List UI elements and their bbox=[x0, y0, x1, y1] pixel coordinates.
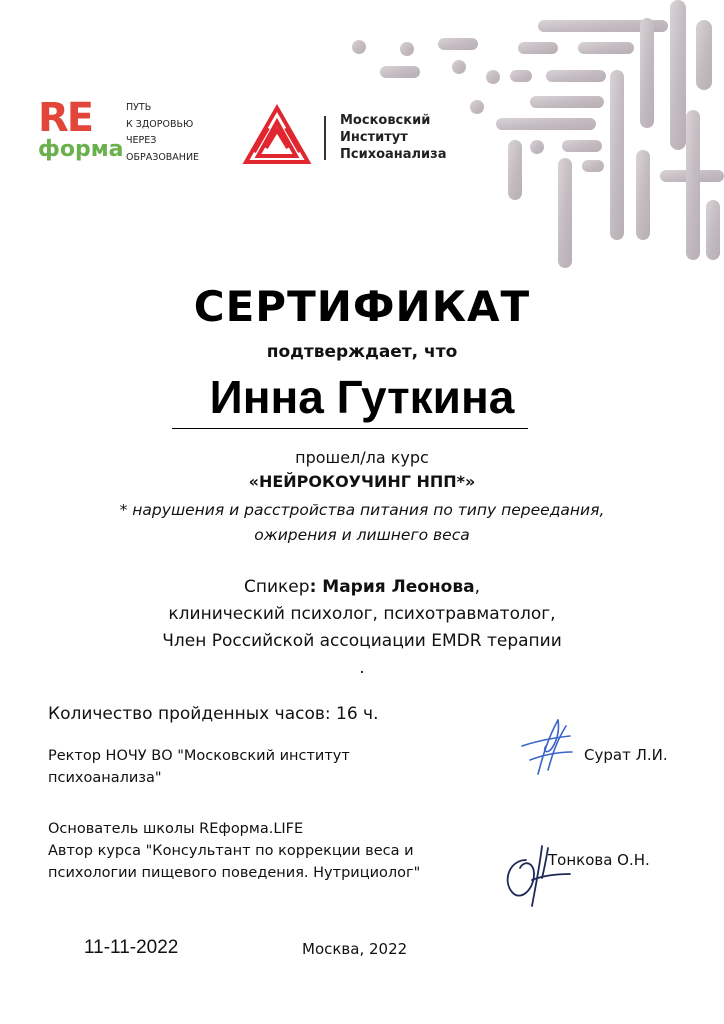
founder-title bbox=[48, 818, 468, 884]
speaker-credentials: клинический психолог, психотравматолог, bbox=[168, 604, 556, 624]
speaker-name: : Мария Леонова bbox=[309, 577, 475, 597]
founder-name: Тонкова О.Н. bbox=[548, 851, 650, 869]
recipient-name: Инна Гуткина bbox=[209, 371, 515, 423]
founder-title-line: Основатель школы REформа.LIFE bbox=[48, 821, 304, 837]
hours-text: Количество пройденных часов: 16 ч. bbox=[48, 704, 379, 724]
reforma-slogan bbox=[126, 100, 199, 166]
confirms-text: подтверждает, что bbox=[266, 342, 458, 362]
slogan-line: ОБРАЗОВАНИЕ bbox=[126, 151, 200, 163]
institute-name-line: Московский bbox=[340, 113, 431, 128]
issue-date: 11-11-2022 bbox=[84, 937, 179, 958]
course-note bbox=[0, 498, 724, 548]
speaker-line bbox=[0, 574, 724, 601]
rector-title bbox=[48, 745, 408, 789]
course-title: «НЕЙРОКОУЧИНГ НПП*» bbox=[248, 472, 476, 491]
rector-title-line: Ректор НОЧУ ВО "Московский институт bbox=[48, 748, 350, 764]
founder-title-line: психологии пищевого поведения. Нутрициолог" bbox=[48, 865, 421, 881]
institute-name bbox=[340, 112, 447, 163]
reforma-forma-mark: форма bbox=[38, 137, 124, 162]
founder-title-line: Автор курса "Консультант по коррекции веса и bbox=[48, 843, 414, 859]
rector-name: Сурат Л.И. bbox=[584, 746, 668, 764]
institute-name-line: Психоанализа bbox=[340, 147, 447, 162]
speaker-block bbox=[0, 574, 724, 682]
rector-signature bbox=[512, 712, 582, 782]
institute-name-line: Институт bbox=[340, 130, 408, 145]
rector-title-line: психоанализа" bbox=[48, 770, 162, 786]
slogan-line: ПУТЬ bbox=[126, 102, 152, 113]
slogan-line: ЧЕРЕЗ bbox=[126, 135, 157, 146]
reforma-logo bbox=[38, 95, 238, 168]
speaker-trailing-dot: . bbox=[359, 658, 365, 678]
institute-divider bbox=[324, 116, 326, 160]
reforma-re-mark: RE bbox=[38, 95, 93, 141]
completed-course-text: прошел/ла курс bbox=[295, 448, 429, 467]
course-note-line: ожирения и лишнего веса bbox=[254, 526, 470, 544]
speaker-membership: Член Российской ассоциации EMDR терапии bbox=[162, 631, 562, 651]
certificate-title: СЕРТИФИКАТ bbox=[193, 282, 531, 331]
speaker-comma: , bbox=[474, 577, 480, 597]
recipient-underline bbox=[172, 428, 528, 429]
issue-place: Москва, 2022 bbox=[302, 940, 408, 958]
course-note-line: * нарушения и расстройства питания по типу переедания, bbox=[119, 501, 605, 519]
institute-emblem-icon bbox=[242, 104, 312, 168]
institute-logo bbox=[242, 104, 482, 168]
speaker-label: Спикер bbox=[244, 577, 310, 597]
slogan-line: К ЗДОРОВЬЮ bbox=[126, 118, 194, 130]
